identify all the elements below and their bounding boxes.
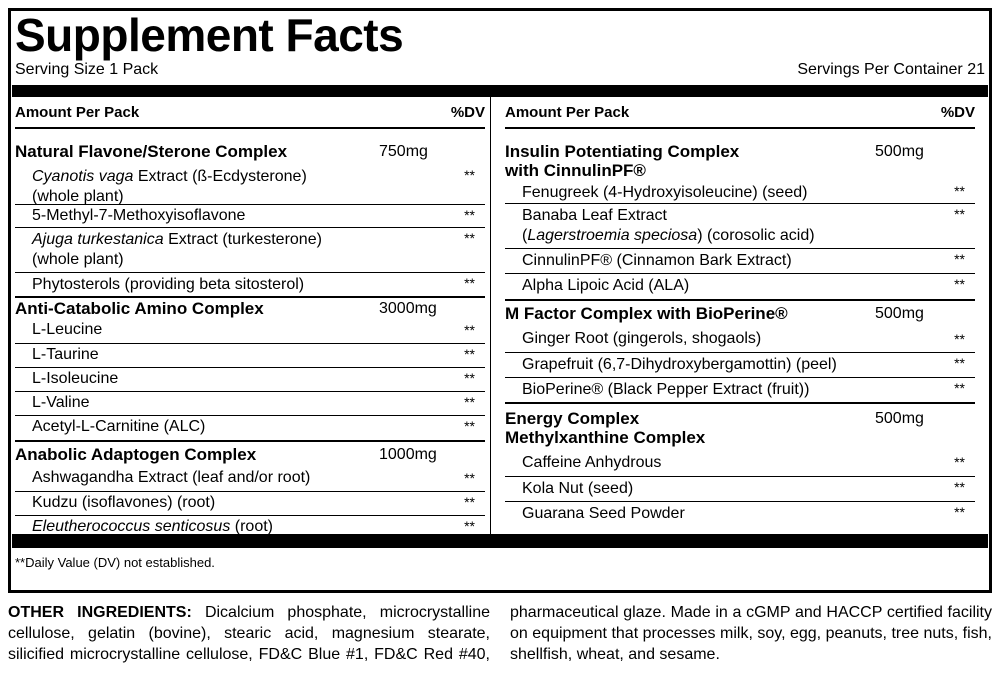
dv-value: ** — [464, 518, 475, 534]
dv-value: ** — [954, 206, 965, 222]
ingredient-italic: Eleutherococcus senticosus — [32, 518, 231, 535]
group-amount: 500mg — [875, 305, 924, 322]
ingredient-row — [15, 492, 485, 516]
dv-value: ** — [954, 331, 965, 347]
group-heading — [15, 298, 485, 320]
ingredient-row — [15, 468, 485, 492]
dv-value: ** — [464, 275, 475, 291]
group-heading — [505, 301, 975, 329]
ingredient-text: Banaba Leaf Extract — [522, 207, 667, 224]
group-name: Anti-Catabolic Amino Complex — [15, 299, 264, 318]
ingredient-text: L-Taurine — [32, 346, 99, 363]
ingredient-italic: Ajuga turkestanica — [32, 231, 164, 248]
servings-per-container: Servings Per Container 21 — [797, 61, 985, 78]
ingredient-text: Ginger Root (gingerols, shogaols) — [522, 330, 762, 347]
group-name-line2: with CinnulinPF® — [505, 160, 646, 180]
ingredient-row — [505, 249, 975, 274]
ingredient-text: Kudzu (isoflavones) (root) — [32, 494, 216, 511]
ingredient-text: Extract (ß-Ecdysterone) — [133, 168, 307, 185]
dv-value: ** — [464, 167, 475, 183]
ingredient-text: Alpha Lipoic Acid (ALA) — [522, 277, 690, 294]
dv-header: %DV — [450, 104, 485, 121]
ingredient-row — [505, 452, 975, 477]
group-name: M Factor Complex with BioPerine® — [505, 304, 788, 323]
ingredient-text: Caffeine Anhydrous — [522, 454, 662, 471]
dv-value: ** — [464, 370, 475, 386]
group-amount: 750mg — [379, 143, 428, 160]
ingredient-text: Fenugreek (4-Hydroxyisoleucine) (seed) — [522, 184, 808, 201]
dv-value: ** — [954, 183, 965, 199]
dv-header: %DV — [940, 104, 975, 121]
dv-footnote: **Daily Value (DV) not established. — [15, 555, 215, 570]
ingredient-row — [15, 516, 485, 540]
ingredient-row — [15, 205, 485, 228]
ingredient-italic: Cyanotis vaga — [32, 168, 134, 185]
dv-value: ** — [464, 322, 475, 338]
dv-value: ** — [954, 251, 965, 267]
dv-value: ** — [954, 454, 965, 470]
group-name: Energy Complex — [505, 409, 640, 428]
ingredient-row — [505, 329, 975, 353]
group-amount: 500mg — [875, 410, 924, 427]
ingredient-row — [505, 274, 975, 301]
ingredient-line2: (whole plant) — [32, 250, 124, 268]
ingredient-row — [505, 502, 975, 527]
column-header — [505, 97, 975, 129]
dv-value: ** — [464, 346, 475, 362]
other-ingredients-text: Dicalcium phosphate, microcrystalline cellulose, gelatin (bovine), stearic acid, magnesium stearate, silicified microcrystalline cellulose, FD&C Blue #1, FD&C Red #40, pharmaceutical glaze. Made in a cGMP and HACCP certified facility on equipment that processes milk, soy, egg, peanuts, tree nuts, fish, shellfish, wheat, and sesame. — [8, 604, 992, 663]
ingredient-text: BioPerine® (Black Pepper Extract (fruit)) — [522, 381, 810, 398]
ingredient-row — [505, 378, 975, 404]
ingredient-row — [15, 416, 485, 442]
group-amount: 1000mg — [379, 446, 437, 463]
ingredient-line2: (whole plant) — [32, 187, 124, 205]
ingredient-row — [15, 228, 485, 273]
ingredient-text: L-Leucine — [32, 321, 103, 338]
ingredient-text: Phytosterols (providing beta sitosterol) — [32, 276, 305, 293]
ingredient-italic: Lagerstroemia speciosa — [527, 226, 698, 244]
dv-value: ** — [954, 504, 965, 520]
ingredient-text: Guarana Seed Powder — [522, 505, 685, 522]
dv-value: ** — [954, 276, 965, 292]
group-name: Natural Flavone/Sterone Complex — [15, 142, 288, 161]
ingredient-row — [505, 177, 975, 204]
ingredient-text: Grapefruit (6,7-Dihydroxybergamottin) (peel) — [522, 356, 837, 373]
group-heading — [15, 129, 485, 167]
group-name: Anabolic Adaptogen Complex — [15, 445, 257, 464]
amount-header: Amount Per Pack — [505, 104, 630, 121]
right-column — [505, 97, 975, 527]
group-name-line2: Methylxanthine Complex — [505, 427, 706, 447]
amount-header: Amount Per Pack — [15, 104, 140, 121]
dv-value: ** — [954, 355, 965, 371]
group-heading — [15, 442, 485, 468]
ingredient-text: Ashwagandha Extract (leaf and/or root) — [32, 469, 311, 486]
group-amount: 500mg — [875, 143, 924, 160]
ingredient-row — [15, 368, 485, 392]
column-divider — [490, 97, 491, 534]
serving-size: Serving Size 1 Pack — [15, 61, 159, 78]
group-name: Insulin Potentiating Complex — [505, 142, 740, 161]
ingredient-text: Kola Nut (seed) — [522, 480, 634, 497]
group-heading — [505, 404, 975, 452]
dv-value: ** — [464, 418, 475, 434]
ingredient-row — [15, 167, 485, 205]
ingredient-text: (root) — [230, 518, 273, 535]
ingredient-text: Extract (turkesterone) — [163, 231, 322, 248]
ingredient-row — [15, 273, 485, 298]
dv-value: ** — [464, 470, 475, 486]
ingredient-text: Acetyl-L-Carnitine (ALC) — [32, 418, 206, 435]
panel-title: Supplement Facts — [15, 9, 404, 61]
ingredient-row — [505, 477, 975, 502]
other-ingredients-label: OTHER INGREDIENTS: — [8, 604, 192, 621]
dv-value: ** — [464, 207, 475, 223]
ingredient-text: CinnulinPF® (Cinnamon Bark Extract) — [522, 252, 792, 269]
dv-value: ** — [464, 494, 475, 510]
thick-divider-top — [12, 85, 988, 97]
ingredient-row — [15, 320, 485, 344]
ingredient-row: Banaba Leaf Extract (Lagerstroemia speciosa) (corosolic acid) ** — [505, 204, 975, 249]
dv-value: ** — [464, 394, 475, 410]
column-header — [15, 97, 485, 129]
ingredient-row — [15, 392, 485, 416]
other-ingredients — [8, 603, 992, 665]
ingredient-row — [15, 344, 485, 368]
dv-value: ** — [954, 479, 965, 495]
ingredient-text: L-Isoleucine — [32, 370, 119, 387]
group-amount: 3000mg — [379, 300, 437, 317]
ingredient-text: 5-Methyl-7-Methoxyisoflavone — [32, 207, 246, 224]
group-heading — [505, 129, 975, 180]
ingredient-text: L-Valine — [32, 394, 90, 411]
left-column — [15, 97, 485, 540]
ingredient-text: ) (corosolic acid) — [697, 226, 815, 244]
dv-value: ** — [954, 380, 965, 396]
dv-value: ** — [464, 230, 475, 246]
ingredient-row — [505, 353, 975, 378]
